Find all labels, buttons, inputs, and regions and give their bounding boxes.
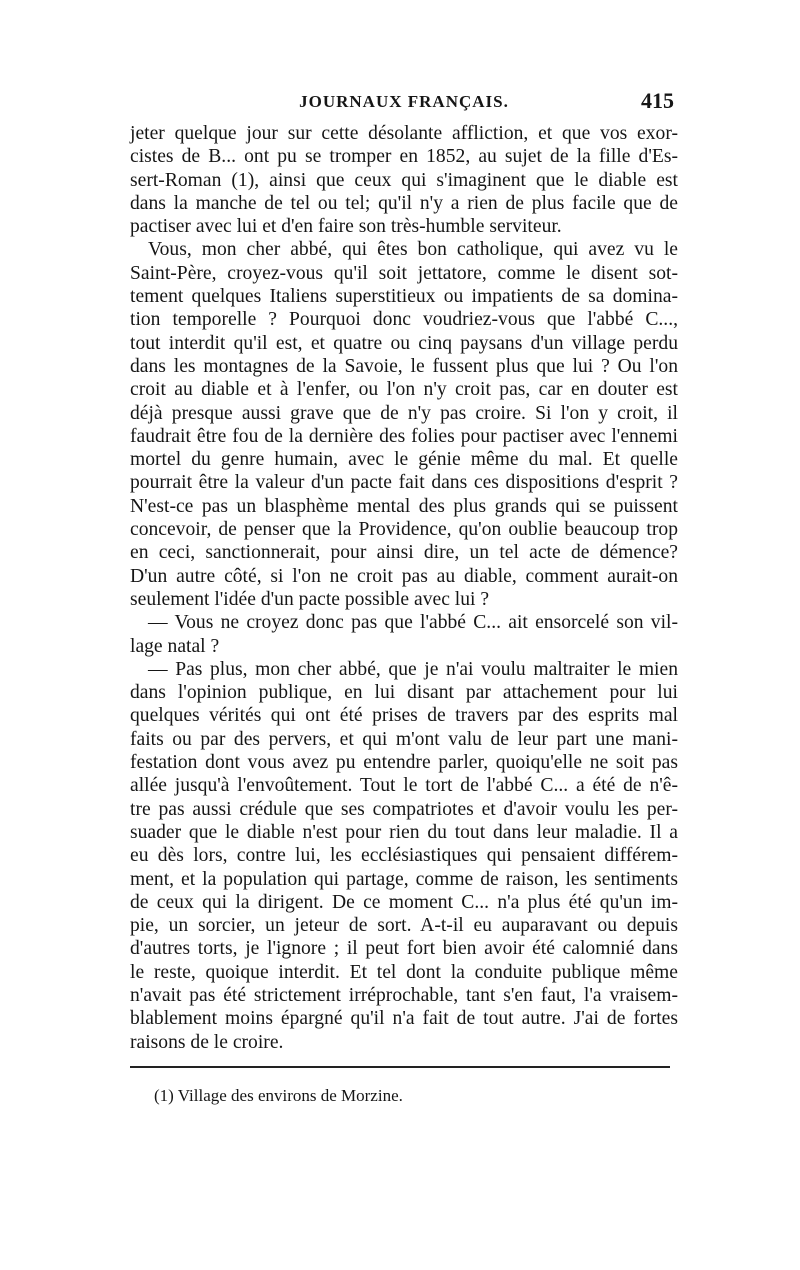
text-line: — Vous ne croyez donc pas que l'abbé C... ait ensorcelé son vil- — [148, 612, 678, 634]
text-line: Vous, mon cher abbé, qui êtes bon catholique, qui avez vu le — [148, 239, 678, 261]
text-line: n'avait pas été strictement irréprochable, tant s'en faut, l'a vraisem- — [130, 984, 678, 1006]
running-head — [130, 88, 678, 122]
text-line: en ceci, sanctionnerait, pour ainsi dire, un tel acte de démence? — [130, 542, 678, 564]
text-line: d'autres torts, je l'ignore ; il peut fort bien avoir été calomnié dans — [130, 938, 678, 960]
text-line: tement quelques Italiens superstitieux ou impatients de sa domina- — [130, 286, 678, 308]
footnote: (1) Village des environs de Morzine. — [154, 1085, 403, 1105]
text-line: blablement moins épargné qu'il n'a fait de tout autre. J'ai de fortes — [130, 1008, 678, 1030]
text-line: allée jusqu'à l'envoûtement. Tout le tort de l'abbé C... a été de n'ê- — [130, 775, 678, 797]
page-number: 415 — [641, 88, 674, 113]
text-line: dans les montagnes de la Savoie, le fussent plus que lui ? Ou l'on — [130, 355, 678, 377]
text-line: Saint-Père, croyez-vous qu'il soit jettatore, comme le disent sot- — [130, 262, 678, 284]
text-line: raisons de le croire. — [130, 1031, 284, 1053]
text-line: de ceux qui la dirigent. De ce moment C... n'a plus été qu'un im- — [130, 891, 678, 913]
text-line: tion temporelle ? Pourquoi donc voudriez-vous que l'abbé C..., — [130, 309, 678, 331]
text-line: pourrait être la valeur d'un pacte fait dans ces dispositions d'esprit ? — [130, 472, 678, 494]
text-line: jeter quelque jour sur cette désolante affliction, et que vos exor- — [130, 123, 678, 144]
text-line: concevoir, de penser que la Providence, qu'on oublie beaucoup trop — [130, 519, 678, 541]
text-line: faits ou par des pervers, et qui m'ont valu de leur part une mani- — [130, 728, 678, 750]
text-line: sert-Roman (1), ainsi que ceux qui s'imaginent que le diable est — [130, 169, 678, 191]
text-line: faudrait être fou de la dernière des folies pour pactiser avec l'ennemi — [130, 425, 678, 447]
running-title: JOURNAUX FRANÇAIS. — [299, 92, 509, 111]
body-text — [130, 122, 678, 1054]
text-line: dans la manche de tel ou tel; qu'il n'y a rien de plus facile que de — [130, 192, 678, 214]
book-page — [130, 88, 678, 1106]
text-line: dans l'opinion publique, en lui disant par attachement pour lui — [130, 682, 678, 704]
text-line: suader que le diable n'est pour rien du tout dans leur maladie. Il a — [130, 821, 678, 843]
text-line: lage natal ? — [130, 635, 220, 657]
text-line: N'est-ce pas un blasphème mental des plus grands qui se puissent — [130, 495, 678, 517]
text-line: cistes de B... ont pu se tromper en 1852, au sujet de la fille d'Es- — [130, 146, 678, 168]
text-line: croit au diable et à l'enfer, ou l'on n'y croit pas, car en douter est — [130, 379, 678, 401]
text-line: mortel du genre humain, avec le génie même du mal. Et quelle — [130, 449, 678, 471]
text-line: pactiser avec lui et d'en faire son très-humble serviteur. — [130, 216, 562, 238]
text-line: le reste, quoique interdit. Et tel dont la conduite publique même — [130, 961, 678, 983]
footnote-divider — [130, 1066, 670, 1068]
text-line: ment, et la population qui partage, comme de raison, les sentiments — [130, 868, 678, 890]
text-line: pie, un sorcier, un jeteur de sort. A-t-il eu auparavant ou depuis — [130, 915, 678, 937]
text-line: — Pas plus, mon cher abbé, que je n'ai voulu maltraiter le mien — [148, 658, 678, 680]
text-line: tre pas aussi crédule que ses compatriotes et d'avoir voulu les per- — [130, 798, 678, 820]
text-line: déjà presque aussi grave que de n'y pas croire. Si l'on y croit, il — [130, 402, 678, 424]
text-line: quelques vérités qui ont été prises de travers par des esprits mal — [130, 705, 678, 727]
text-line: tout interdit qu'il est, et quatre ou cinq paysans d'un village perdu — [130, 332, 678, 354]
text-line: seulement l'idée d'un pacte possible avec lui ? — [130, 588, 490, 610]
text-line: D'un autre côté, si l'on ne croit pas au diable, comment aurait-on — [130, 565, 678, 587]
text-line: festation dont vous avez pu entendre parler, quoiqu'elle ne soit pas — [130, 752, 678, 774]
text-line: eu dès lors, contre lui, les ecclésiastiques qui pensaient différem- — [130, 845, 678, 867]
